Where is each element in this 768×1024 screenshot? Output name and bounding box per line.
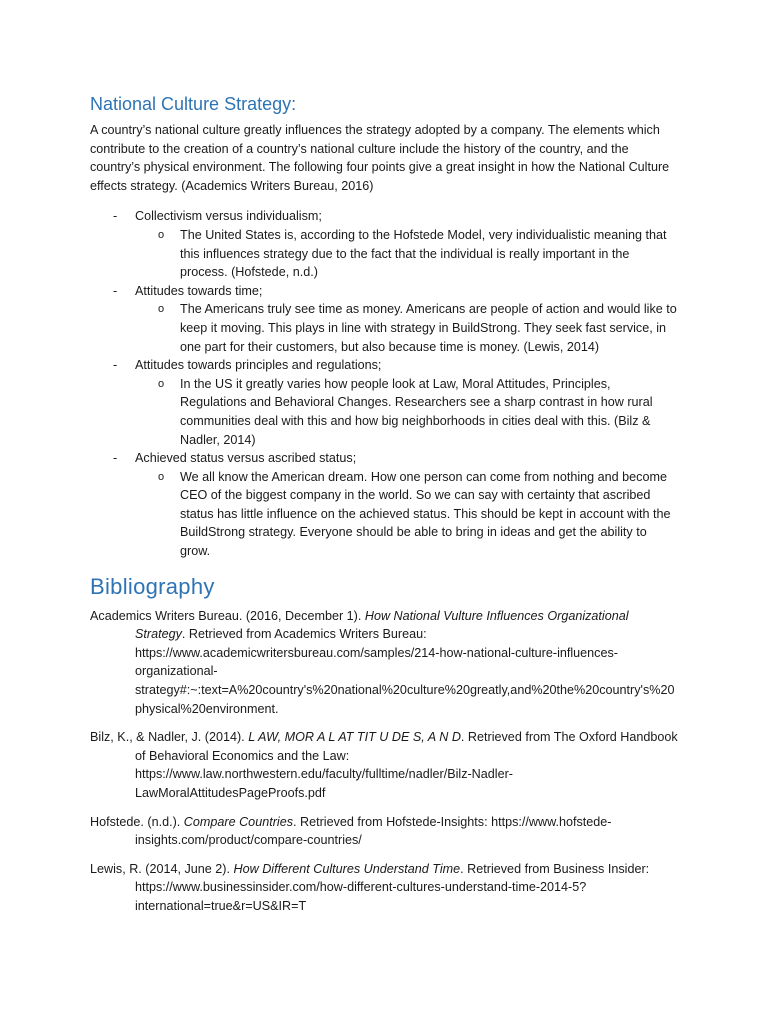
point-detail: In the US it greatly varies how people look at Law, Moral Attitudes, Principles, Regulations and Behavioral Changes. Researchers see a sharp contrast in how rural communities deal with this and how big neighborhoods in cities deal with this. (Bilz & Nadler, 2014) (180, 376, 653, 447)
reference-title: Compare Countries (183, 814, 293, 829)
sub-list (135, 226, 678, 282)
dash-bullet: - (113, 451, 118, 466)
circle-bullet: o (158, 377, 165, 390)
circle-bullet: o (158, 303, 165, 316)
reference-entry (90, 860, 678, 916)
reference-source: . Retrieved from Business Insider: https://www.businessinsider.com/how-different-cultures-understand-time-2014-5?international=true&r=US&IR=T (135, 861, 650, 913)
point-label: Attitudes towards time; (135, 283, 263, 298)
reference-source: . Retrieved from Hofstede-Insights: https://www.hofstede-insights.com/product/compare-countries/ (135, 814, 612, 848)
sub-list-item (135, 375, 678, 449)
page-content (90, 92, 678, 926)
point-label: Collectivism versus individualism; (135, 209, 322, 224)
points-list (90, 207, 678, 560)
point-label: Achieved status versus ascribed status; (135, 451, 357, 466)
dash-bullet: - (113, 358, 118, 373)
reference-entry (90, 813, 678, 850)
section-heading: National Culture Strategy: (90, 94, 297, 114)
reference-authors: Lewis, R. (2014, June 2). (90, 861, 234, 876)
reference-entry (90, 607, 678, 719)
point-detail: We all know the American dream. How one person can come from nothing and become CEO of the biggest company in the world. So we can say with certainty that ascribed status has little influence on the achieved status. This should be kept in account with the BuildStrong strategy. Everyone should be able to bring in ideas and get the ability to grow. (180, 469, 671, 559)
sub-list-item (135, 468, 678, 561)
reference-source: . Retrieved from The Oxford Handbook of Behavioral Economics and the Law: https://www.law.northwestern.edu/faculty/fulltime/nadler/Bilz-Nadler-LawMoralAttitudesPageProofs.pdf (135, 730, 678, 800)
reference-authors: Hofstede. (n.d.). (90, 814, 184, 829)
circle-bullet: o (158, 228, 165, 241)
sub-list-item (135, 300, 678, 356)
sub-list-item (135, 226, 678, 282)
point-detail: The Americans truly see time as money. Americans are people of action and would like to keep it moving. This plays in line with strategy in BuildStrong. They seek fast service, in one part for their customers, but also because time is money. (Lewis, 2014) (180, 302, 677, 354)
list-item (90, 207, 678, 281)
dash-bullet: - (113, 283, 118, 298)
dash-bullet: - (113, 209, 118, 224)
reference-title: L AW, MOR A L AT TIT U DE S, A N D (248, 730, 461, 745)
sub-list (135, 300, 678, 356)
point-label: Attitudes towards principles and regulations; (135, 358, 382, 373)
sub-list (135, 375, 678, 449)
reference-authors: Academics Writers Bureau. (2016, December 1). (90, 608, 365, 623)
reference-authors: Bilz, K., & Nadler, J. (2014). (90, 730, 249, 745)
list-item (90, 282, 678, 356)
point-detail: The United States is, according to the Hofstede Model, very individualistic meaning that this influences strategy due to the fact that the individual is really important in the process. (Hofstede, n.d.) (180, 227, 667, 280)
list-item (90, 356, 678, 449)
reference-entry (90, 728, 678, 802)
reference-title: How National Vulture Influences Organizational Strategy (135, 608, 629, 642)
reference-title: How Different Cultures Understand Time (233, 861, 461, 876)
intro-paragraph: A country’s national culture greatly influences the strategy adopted by a company. The elements which contribute to the creation of a country’s national culture include the history of the country, and the country’s physical environment. The following four points give a great insight in how the National Culture effects strategy. (Academics Writers Bureau, 2016) (90, 123, 670, 193)
reference-source: . Retrieved from Academics Writers Bureau: https://www.academicwritersbureau.com/samples/214-how-national-culture-influences-organizational-strategy#:~:text=A%20country's%20national%20culture%20greatly,and%20the%20country's%20physical%20environment. (135, 627, 675, 716)
list-item (90, 449, 678, 561)
circle-bullet: o (158, 470, 165, 483)
bibliography-heading: Bibliography (90, 573, 215, 599)
sub-list (135, 468, 678, 561)
